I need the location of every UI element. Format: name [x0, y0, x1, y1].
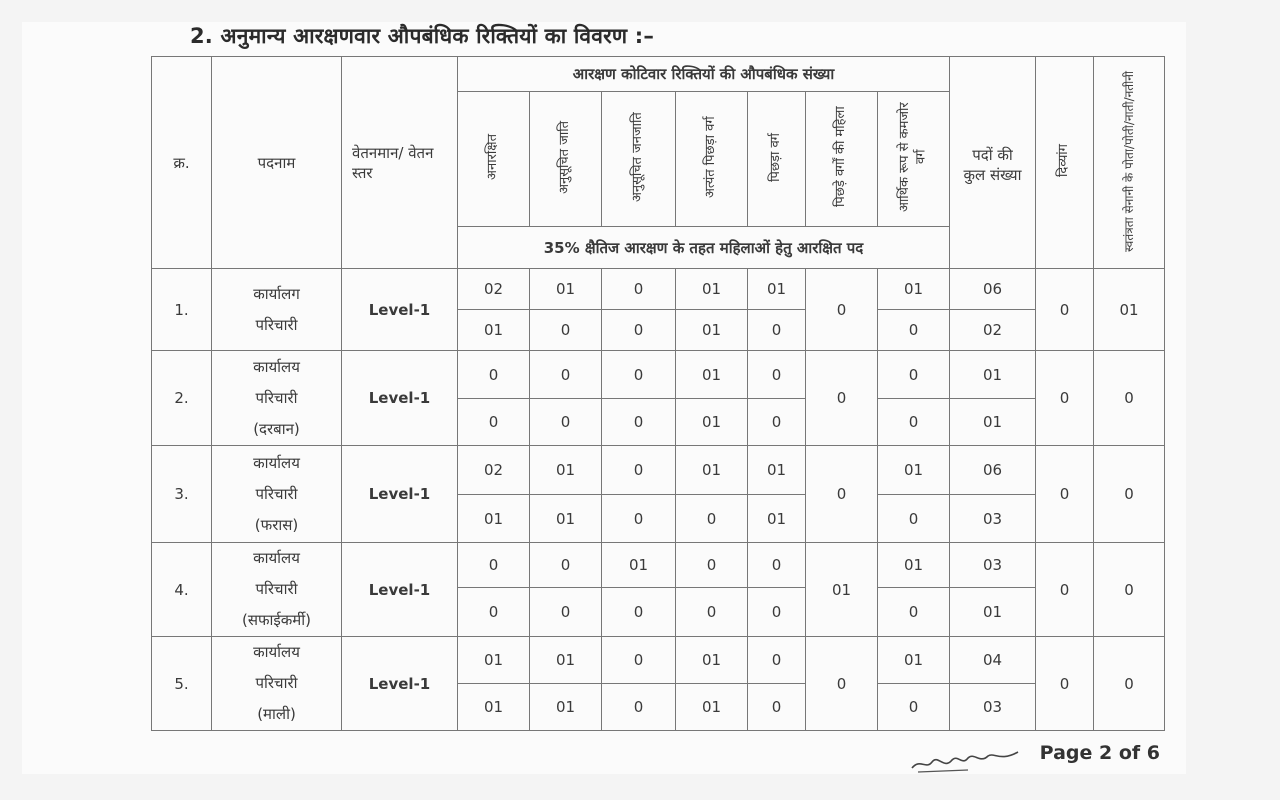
- table-row: [152, 446, 1165, 495]
- table-row: [152, 637, 1165, 684]
- women-vacancy-cell: 01: [676, 684, 748, 731]
- women-vacancy-cell: 0: [530, 588, 602, 637]
- cat-label: पिछड़े वर्गों की महिला: [833, 106, 849, 208]
- vacancy-cell: 0: [530, 351, 602, 399]
- table-row: [152, 269, 1165, 310]
- row-sno: 1.: [152, 269, 212, 351]
- post-name-line: परिचारी: [255, 484, 298, 503]
- post-name-line: कार्यालय: [253, 357, 300, 376]
- cat-label: अनुसूचित जनजाति: [630, 112, 646, 202]
- vacancy-cell: 0: [530, 543, 602, 588]
- header-freedom: [1094, 57, 1165, 269]
- row-sno: 4.: [152, 543, 212, 637]
- header-cat-4: [748, 92, 806, 227]
- cat-label: अनुसूचित जाति: [557, 120, 573, 194]
- header-divyang-label: दिव्यांग: [1056, 144, 1072, 177]
- ews-cell: 01: [878, 269, 950, 310]
- total-women-cell: 01: [950, 399, 1036, 446]
- post-name-line: (दरबान): [253, 419, 300, 438]
- women-vacancy-cell: 01: [458, 310, 530, 351]
- freedom-fighter-cell: 01: [1094, 269, 1165, 351]
- post-name-line: परिचारी: [255, 315, 298, 334]
- vacancy-cell: 0: [602, 446, 676, 495]
- header-cat-2: [602, 92, 676, 227]
- total-cell: 01: [950, 351, 1036, 399]
- women-vacancy-cell: 01: [676, 310, 748, 351]
- women-vacancy-cell: 0: [602, 495, 676, 543]
- header-divyang: [1036, 57, 1094, 269]
- vacancy-cell: 0: [748, 351, 806, 399]
- bc-women-cell: 0: [806, 351, 878, 446]
- header-reservation-title: आरक्षण कोटिवार रिक्तियों की औपबंधिक संख्या: [458, 57, 950, 92]
- vacancy-cell: 0: [458, 543, 530, 588]
- women-vacancy-cell: 0: [602, 310, 676, 351]
- vacancy-cell: 0: [602, 637, 676, 684]
- header-sno: क्र.: [152, 57, 212, 269]
- vacancy-cell: 0: [748, 637, 806, 684]
- ews-cell: 01: [878, 637, 950, 684]
- women-vacancy-cell: 0: [458, 588, 530, 637]
- section-heading: 2. अनुमान्य आरक्षणवार औपबंधिक रिक्तियों का विवरण :–: [190, 24, 655, 48]
- bc-women-cell: 0: [806, 637, 878, 731]
- vacancy-cell: 01: [458, 637, 530, 684]
- vacancy-cell: 01: [676, 269, 748, 310]
- vacancy-cell: 01: [530, 446, 602, 495]
- women-vacancy-cell: 01: [458, 495, 530, 543]
- header-cat-5: [806, 92, 878, 227]
- post-name-line: परिचारी: [255, 388, 298, 407]
- vacancy-cell: 01: [748, 269, 806, 310]
- cat-label: आर्थिक रूप से कमजोर वर्ग: [897, 102, 929, 212]
- women-vacancy-cell: 0: [748, 588, 806, 637]
- post-name-line: (फरास): [254, 515, 299, 534]
- women-vacancy-cell: 01: [748, 495, 806, 543]
- vacancy-cell: 01: [676, 351, 748, 399]
- vacancy-cell: 01: [530, 269, 602, 310]
- vacancy-table: [151, 56, 1165, 731]
- vacancy-cell: 0: [602, 269, 676, 310]
- row-pay-level: Level-1: [342, 269, 458, 351]
- vacancy-cell: 01: [602, 543, 676, 588]
- women-vacancy-cell: 0: [676, 588, 748, 637]
- divyang-cell: 0: [1036, 446, 1094, 543]
- row-sno: 3.: [152, 446, 212, 543]
- total-women-cell: 03: [950, 684, 1036, 731]
- ews-cell: 01: [878, 446, 950, 495]
- vacancy-cell: 0: [458, 351, 530, 399]
- women-vacancy-cell: 0: [530, 310, 602, 351]
- freedom-fighter-cell: 0: [1094, 351, 1165, 446]
- header-cat-3: [676, 92, 748, 227]
- women-vacancy-cell: 0: [602, 684, 676, 731]
- header-pay: वेतनमान/ वेतन स्तर: [342, 57, 458, 269]
- header-freedom-label: स्वतंत्रता सेनानी के पोता/पोती/नाती/नतीनी: [1121, 69, 1136, 252]
- post-name-line: (माली): [257, 705, 296, 723]
- vacancy-cell: 0: [602, 351, 676, 399]
- vacancy-cell: 02: [458, 269, 530, 310]
- total-cell: 06: [950, 269, 1036, 310]
- post-name-line: कार्यालय: [253, 643, 300, 661]
- ews-women-cell: 0: [878, 310, 950, 351]
- post-name-line: कार्यालय: [253, 453, 300, 472]
- vacancy-cell: 0: [676, 543, 748, 588]
- vacancy-cell: 01: [676, 446, 748, 495]
- total-cell: 04: [950, 637, 1036, 684]
- post-name-line: (सफाईकर्मी): [241, 611, 312, 629]
- post-name-line: परिचारी: [255, 580, 298, 598]
- header-post: पदनाम: [212, 57, 342, 269]
- row-post-name: [212, 351, 342, 446]
- row-pay-level: Level-1: [342, 446, 458, 543]
- vacancy-cell: 01: [748, 446, 806, 495]
- bc-women-cell: 01: [806, 543, 878, 637]
- women-vacancy-cell: 0: [748, 310, 806, 351]
- header-total: [950, 57, 1036, 269]
- ews-cell: 01: [878, 543, 950, 588]
- table-row: [152, 543, 1165, 588]
- row-post-name: [212, 269, 342, 351]
- total-women-cell: 01: [950, 588, 1036, 637]
- women-vacancy-cell: 01: [530, 495, 602, 543]
- post-name-line: कार्यालग: [253, 284, 300, 303]
- table-row: [152, 351, 1165, 399]
- row-post-name: [212, 637, 342, 731]
- total-cell: 03: [950, 543, 1036, 588]
- vacancy-cell: 01: [676, 637, 748, 684]
- ews-cell: 0: [878, 351, 950, 399]
- divyang-cell: 0: [1036, 351, 1094, 446]
- women-vacancy-cell: 01: [530, 684, 602, 731]
- row-pay-level: Level-1: [342, 637, 458, 731]
- header-cat-6: [878, 92, 950, 227]
- row-sno: 5.: [152, 637, 212, 731]
- divyang-cell: 0: [1036, 543, 1094, 637]
- ews-women-cell: 0: [878, 399, 950, 446]
- header-cat-0: [458, 92, 530, 227]
- women-vacancy-cell: 0: [530, 399, 602, 446]
- vacancy-cell: 01: [530, 637, 602, 684]
- post-name-line: कार्यालय: [253, 549, 300, 567]
- ews-women-cell: 0: [878, 684, 950, 731]
- ews-women-cell: 0: [878, 588, 950, 637]
- row-sno: 2.: [152, 351, 212, 446]
- row-post-name: [212, 446, 342, 543]
- freedom-fighter-cell: 0: [1094, 446, 1165, 543]
- women-vacancy-cell: 0: [676, 495, 748, 543]
- total-cell: 06: [950, 446, 1036, 495]
- total-women-cell: 02: [950, 310, 1036, 351]
- post-name-line: परिचारी: [255, 674, 298, 692]
- women-vacancy-cell: 0: [602, 399, 676, 446]
- header-cat-1: [530, 92, 602, 227]
- bc-women-cell: 0: [806, 446, 878, 543]
- bc-women-cell: 0: [806, 269, 878, 351]
- women-vacancy-cell: 0: [458, 399, 530, 446]
- women-vacancy-cell: 0: [748, 684, 806, 731]
- ews-women-cell: 0: [878, 495, 950, 543]
- divyang-cell: 0: [1036, 637, 1094, 731]
- women-vacancy-cell: 0: [748, 399, 806, 446]
- row-pay-level: Level-1: [342, 351, 458, 446]
- women-vacancy-cell: 01: [676, 399, 748, 446]
- cat-label: अनारक्षित: [485, 134, 501, 180]
- cat-label: अत्यंत पिछड़ा वर्ग: [703, 116, 719, 198]
- divyang-cell: 0: [1036, 269, 1094, 351]
- freedom-fighter-cell: 0: [1094, 543, 1165, 637]
- signature: [908, 744, 1028, 774]
- header-women-note: 35% क्षैतिज आरक्षण के तहत महिलाओं हेतु आरक्षित पद: [458, 227, 950, 269]
- row-pay-level: Level-1: [342, 543, 458, 637]
- women-vacancy-cell: 0: [602, 588, 676, 637]
- row-post-name: [212, 543, 342, 637]
- header-total-label: पदों की कुल संख्या: [963, 145, 1022, 184]
- women-vacancy-cell: 01: [458, 684, 530, 731]
- page-number: Page 2 of 6: [1039, 742, 1160, 764]
- vacancy-cell: 02: [458, 446, 530, 495]
- cat-label: पिछड़ा वर्ग: [768, 132, 784, 182]
- total-women-cell: 03: [950, 495, 1036, 543]
- freedom-fighter-cell: 0: [1094, 637, 1165, 731]
- vacancy-cell: 0: [748, 543, 806, 588]
